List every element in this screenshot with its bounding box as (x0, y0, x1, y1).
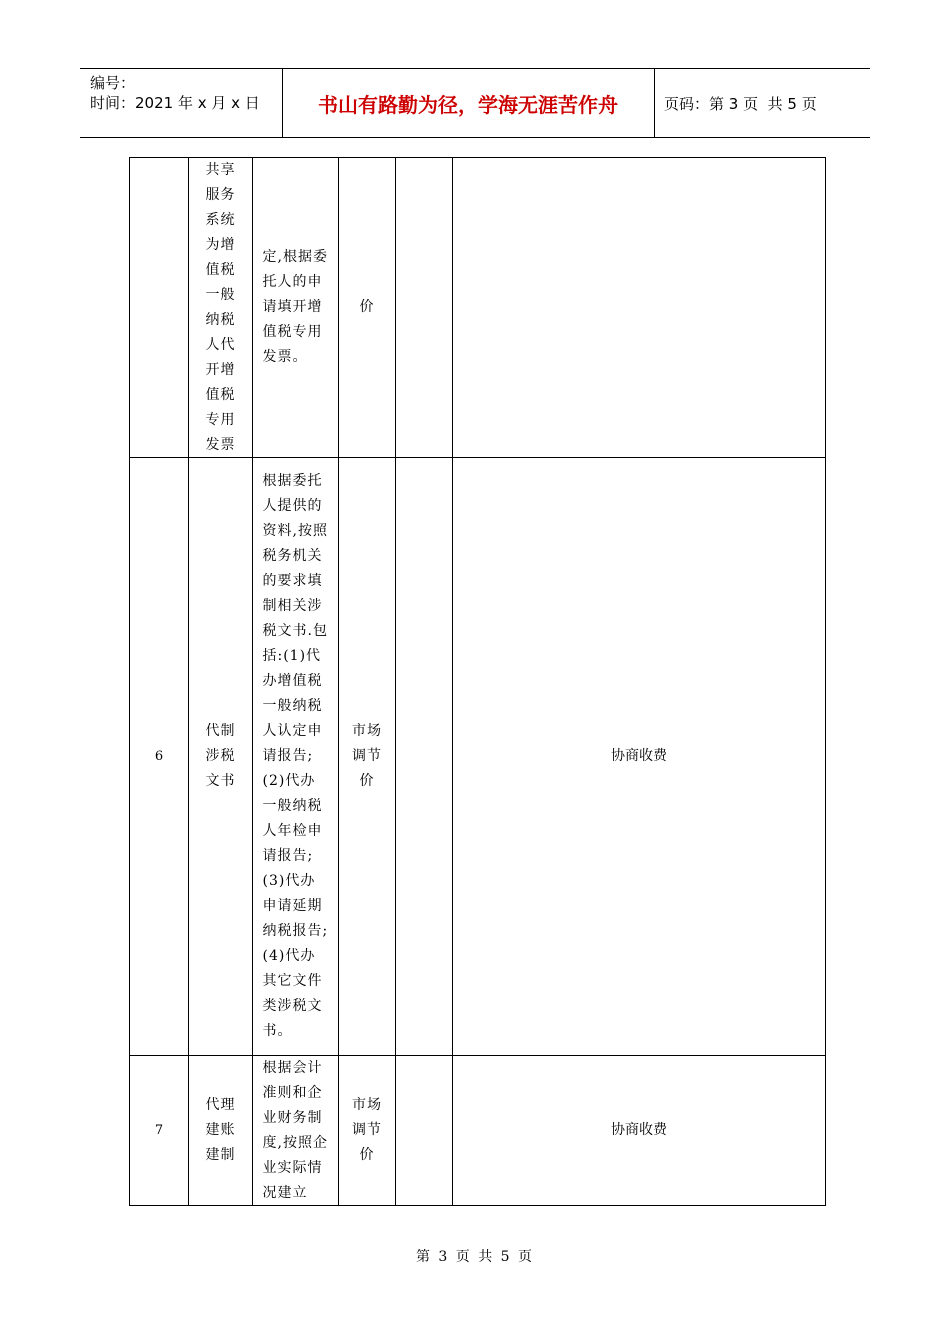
row-2-num: 6 (129, 457, 188, 1055)
row-3-fee: 协商收费 (452, 1055, 826, 1206)
row-3-desc: 根据会计准则和企业财务制度,按照企业实际情况建立 (252, 1055, 338, 1206)
row-3-num: 7 (129, 1055, 188, 1206)
row-2-col5 (395, 457, 452, 1055)
row-2-fee: 协商收费 (452, 457, 826, 1055)
row-1-fee (452, 157, 826, 457)
row-1-pricing: 价 (338, 157, 395, 457)
row-2-pricing: 市场调节价 (338, 457, 395, 1055)
page-header (80, 68, 870, 138)
motto: 书山有路勤为径，学海无涯苦作舟 (282, 69, 655, 137)
row-3-col5 (395, 1055, 452, 1206)
header-left (80, 69, 283, 137)
row-2-name: 代制涉税文书 (188, 457, 252, 1055)
row-1-num (129, 157, 188, 457)
service-table (129, 157, 826, 1206)
row-1-name: 共享服务系统为增值税一般纳税人代开增值税专用发票 (188, 157, 252, 457)
page-info: 页码：第 3 页 共 5 页 (664, 94, 817, 113)
row-1-desc: 定,根据委托人的申请填开增值税专用发票。 (252, 157, 338, 457)
row-2-desc: 根据委托人提供的资料,按照税务机关的要求填制相关涉税文书.包括:(1)代办增值税一般纳税人认定申请报告;(2)代办一般纳税人年检申请报告;(3)代办申请延期纳税报告; (4)代办其它文件类涉税文书。 (252, 457, 338, 1055)
row-1-col5 (395, 157, 452, 457)
row-3-name: 代理建账建制 (188, 1055, 252, 1206)
time-label: 时间：2021 年 x 月 x 日 (90, 94, 260, 112)
row-3-pricing: 市场调节价 (338, 1055, 395, 1206)
code-label: 编号： (90, 74, 136, 92)
page-footer: 第 3 页 共 5 页 (415, 1249, 535, 1265)
